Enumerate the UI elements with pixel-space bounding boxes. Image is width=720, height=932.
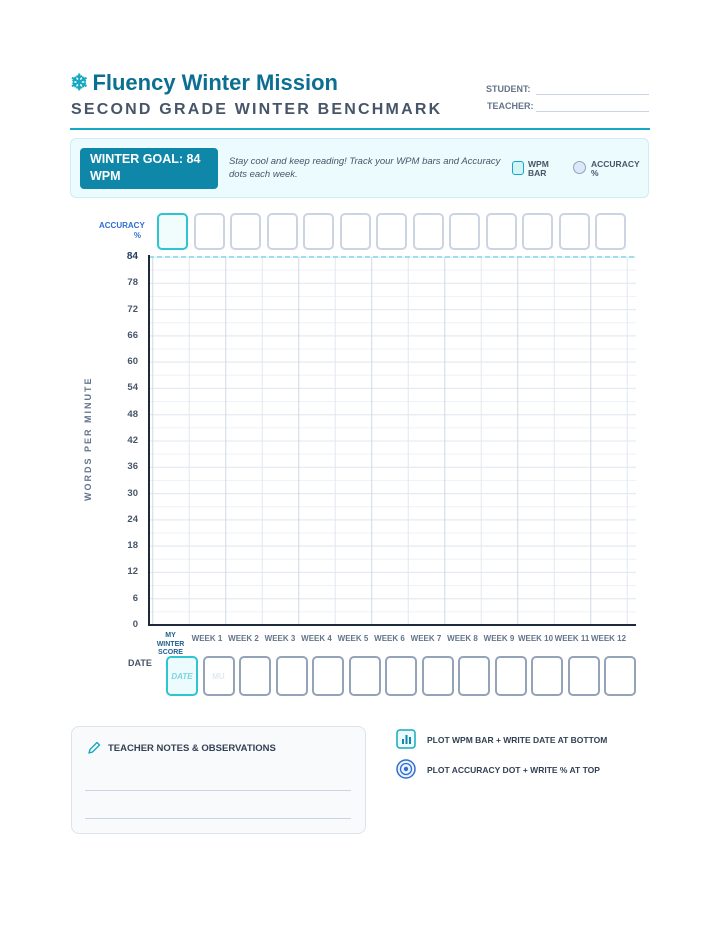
x-category-label: WEEK 3 [264,634,296,643]
x-category-label: WEEK 4 [301,634,332,643]
date-cell[interactable] [166,656,198,696]
accuracy-row-label: ACCURACY % [99,221,145,240]
y-tick-label: 54 [127,382,138,394]
date-row-label: DATE [128,658,152,668]
target-icon [396,759,416,779]
x-category-label: MY WINTER SCORE [156,632,185,656]
x-category-label: WEEK 11 [554,634,590,643]
teacher-label: TEACHER: [487,101,534,111]
x-category-label: WEEK 2 [228,634,259,643]
teacher-notes-title: TEACHER NOTES & OBSERVATIONS [108,743,276,754]
date-cell[interactable] [385,656,417,696]
y-tick-label: 78 [127,277,138,289]
page-subtitle: SECOND GRADE WINTER BENCHMARK [71,101,443,118]
y-tick-label: 12 [127,566,138,578]
legend-wpm-label: WPM BAR [528,159,549,178]
date-cell[interactable] [604,656,636,696]
date-cell[interactable] [531,656,563,696]
x-category-label: WEEK 8 [447,634,478,643]
x-category-label: WEEK 6 [374,634,405,643]
date-cell[interactable] [349,656,381,696]
x-category-label: WEEK 9 [483,634,515,643]
x-category-label: WEEK 10 [517,634,554,643]
key-wpm-text: PLOT WPM BAR + WRITE DATE AT BOTTOM [427,735,608,745]
date-cell[interactable] [239,656,271,696]
student-label: STUDENT: [486,84,531,94]
y-tick-label: 66 [127,329,138,341]
x-category-label: WEEK 7 [410,634,442,643]
y-tick-label: 6 [132,592,138,604]
date-cell[interactable] [568,656,600,696]
date-cell[interactable] [422,656,454,696]
instructions-text: Stay cool and keep reading! Track your WPM bars and Accuracy dots each week. [229,156,501,180]
date-cell[interactable] [203,656,235,696]
x-category-label: WEEK 5 [337,634,369,643]
y-tick-label: 72 [127,303,138,315]
bar-chart-icon [396,729,416,749]
date-cell[interactable] [495,656,527,696]
y-axis-title: WORDS PER MINUTE [83,376,93,501]
y-tick-label: 36 [127,461,138,473]
date-cell[interactable] [458,656,490,696]
notes-line[interactable] [85,818,351,819]
snowflake-icon: ❄ [70,70,89,95]
date-placeholder: DATE [171,672,193,681]
notes-line[interactable] [85,790,351,791]
date-hint: MU [212,672,225,681]
y-tick-label: 0 [132,619,138,630]
pencil-icon [86,740,102,756]
winter-goal-badge: WINTER GOAL: 84 WPM [80,148,218,189]
key-accuracy-text: PLOT ACCURACY DOT + WRITE % AT TOP [427,765,600,775]
y-tick-label: 18 [127,540,138,552]
date-cell[interactable] [276,656,308,696]
y-tick-label: 84 [126,251,138,262]
title-text: Fluency Winter Mission [92,70,338,95]
y-tick-label: 24 [127,513,138,525]
legend-accuracy-label: ACCURACY % [591,159,640,178]
y-tick-label: 42 [127,435,138,446]
y-tick-label: 30 [127,487,138,499]
x-category-label: WEEK 1 [191,634,223,643]
y-tick-label: 60 [127,356,138,368]
date-cell[interactable] [312,656,344,696]
x-category-label: WEEK 12 [590,634,627,643]
y-tick-label: 48 [127,408,138,420]
